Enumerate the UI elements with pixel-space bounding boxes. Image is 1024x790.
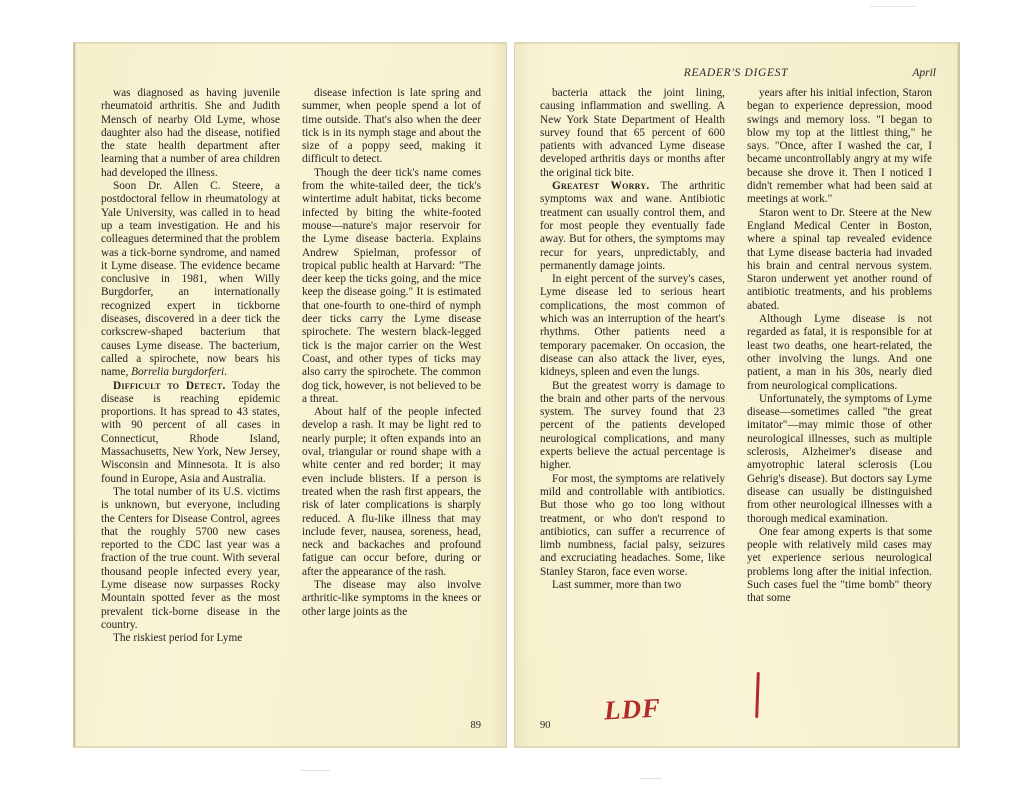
paragraph: The riskiest period for Lyme — [113, 632, 243, 645]
paragraph: years after his initial infection, Staron began to experience depression, mood swings and memory loss. "I began to blow my top at the littlest thing," he says. "Once, after I washed the car, I became uncontrollably angry at my wife because she drove it. Then I noticed I didn't remember what had been said at meetings at work." — [747, 87, 932, 206]
paragraph: was diagnosed as having juvenile rheumatoid arthritis. She and Judith Mensch of nearby Old Lyme, whose daughter also had the disease, notified the state health department after learning that a number of area children had developed the illness. — [101, 87, 280, 179]
paragraph: Difficult to Detect. Today the disease is reaching epidemic proportions. It has spread to 43 states, with 90 percent of all cases in Connecticut, Rhode Island, Massachusetts, New York, New Jersey, Wisconsin and Minnesota. It is also found in Europe, Asia and Australia. — [101, 379, 280, 485]
issue-month: April — [912, 67, 936, 79]
paragraph: Soon Dr. Allen C. Steere, a postdoctoral fellow in rheumatology at Yale University, was called in to head up a team investigation. He and his colleagues determined that the problem was a tick-borne syndrome, and named it Lyme disease. The evidence became conclusive in 1981, when Willy Burgdorfer, an internationally recognized expert in tickborne diseases, discovered in a deer tick the corkscrew-shaped bacterium that causes Lyme disease. The bacterium, called a spirochete, now bears his name, Borrelia burgdorferi. — [101, 180, 280, 379]
page-left-column-2 — [302, 87, 481, 711]
paragraph: Although Lyme disease is not regarded as fatal, it is responsible for at least two deaths, one heart-related, the other involving the lungs. And one patient, a man in his 30s, nearly died from neurological complications. — [747, 313, 932, 392]
paragraph: Though the deer tick's name comes from the white-tailed deer, the tick's wintertime adult habitat, ticks become infected by biting the white-footed mouse—nature's major reservoir for the Lyme disease bacteria. Explains Andrew Spielman, professor of tropical public health at Harvard: "The deer keep the ticks going, and the mice keep the disease going." It is estimated that one-fourth to one-third of nymph deer ticks carry the Lyme disease spirochete. The western black-legged tick is the major carrier on the West Coast, and other types of ticks may also carry the spirochete. The common dog tick, however, is not believed to be a threat. — [302, 166, 481, 405]
paragraph: In eight percent of the survey's cases, Lyme disease led to serious heart complications, the most common of which was an interruption of the heart's rhythms. Other patients need a temporary pacemaker. On occasion, the disease can also attack the liver, eyes, kidneys, spleen and even the lungs. — [540, 273, 725, 379]
page-right-columns — [540, 87, 932, 711]
scan-artifact — [870, 6, 916, 7]
paragraph: For most, the symptoms are relatively mild and controllable with antibiotics. But those who go too long without treatment, or who don't respond to antibiotics, can suffer a recurrence of limb numbness, facial palsy, seizures and excruciating headaches. Some, like Stanley Staron, face even worse. — [540, 472, 725, 578]
paragraph: Unfortunately, the symptoms of Lyme disease—sometimes called "the great imitator"—may mimic those of other neurological illnesses, such as multiple sclerosis, Alzheimer's disease and amyotrophic lateral sclerosis (Lou Gehrig's disease). But doctors say Lyme disease can usually be distinguished from other neurological illnesses with a thorough medical examination. — [747, 392, 932, 525]
page-right-column-2 — [747, 87, 932, 711]
paragraph: Greatest Worry. The arthritic symptoms wax and wane. Antibiotic treatment can usually control them, and for most people they eventually fade away. But for others, the symptoms may recur for years, unpredictably, and permanently damage joints. — [540, 180, 725, 272]
page-right-edge-shading — [514, 43, 530, 747]
paragraph: About half of the people infected develop a rash. It may be light red to nearly purple; it often expands into an oval, triangular or round shape with a white center and red border; it may even include blisters. If a person is treated when the rash first appears, the risk of later complications is sharply reduced. A flu-like illness that may include fever, nausea, soreness, head, neck and backaches and profound fatigue can occur before, during or after the appearance of the rash. — [302, 406, 481, 578]
paragraph: The disease may also involve arthritic-like symptoms in the knees or other large joints as the — [302, 578, 481, 618]
paragraph: But the greatest worry is damage to the brain and other parts of the nervous system. The survey found that 23 percent of the patients developed neurological complications, and many experts believe the actual percentage is higher. — [540, 379, 725, 472]
page-left-column-1 — [101, 87, 280, 711]
scan-artifact — [640, 778, 662, 779]
page-right — [514, 42, 960, 748]
page-number-right: 90 — [540, 720, 551, 731]
page-number-left: 89 — [470, 720, 481, 731]
page-left-columns — [101, 87, 481, 711]
paragraph: One fear among experts is that some people with relatively mild cases may yet experience serious neurological problems long after the initial infection. Such cases fuel the "time bomb" theory that some — [747, 525, 932, 605]
paragraph: disease infection is late spring and summer, when people spend a lot of time outside. That's also when the deer tick is in its nymph stage and about the size of a poppy seed, making it difficult to detect. — [302, 87, 481, 166]
paragraph: Last summer, more than two — [552, 578, 682, 591]
page-left — [73, 42, 507, 748]
scan-artifact — [300, 770, 330, 771]
handwritten-annotation: LDF — [603, 692, 662, 726]
page-right-column-1 — [540, 87, 725, 711]
paragraph: The total number of its U.S. victims is unknown, but everyone, including the Centers for Disease Control, agrees that the roughly 5700 new cases reported to the CDC last year was a fraction of the true count. With several thousand people infected every year, Lyme disease now surpasses Rocky Mountain spotted fever as the most prevalent tick-borne disease in the country. — [101, 485, 280, 631]
paragraph: bacteria attack the joint lining, causing inflammation and swelling. A New York State Department of Health survey found that 65 percent of 600 patients with advanced Lyme disease developed arthritis days or months after the original tick bite. — [540, 87, 725, 179]
page-left-edge-shading — [491, 43, 507, 747]
paragraph: Staron went to Dr. Steere at the New England Medical Center in Boston, where a spinal tap revealed evidence that Lyme disease bacteria had invaded his brain and central nervous system. Staron underwent yet another round of antibiotic treatments, and his problems abated. — [747, 206, 932, 312]
running-head: READER'S DIGEST — [683, 67, 789, 79]
